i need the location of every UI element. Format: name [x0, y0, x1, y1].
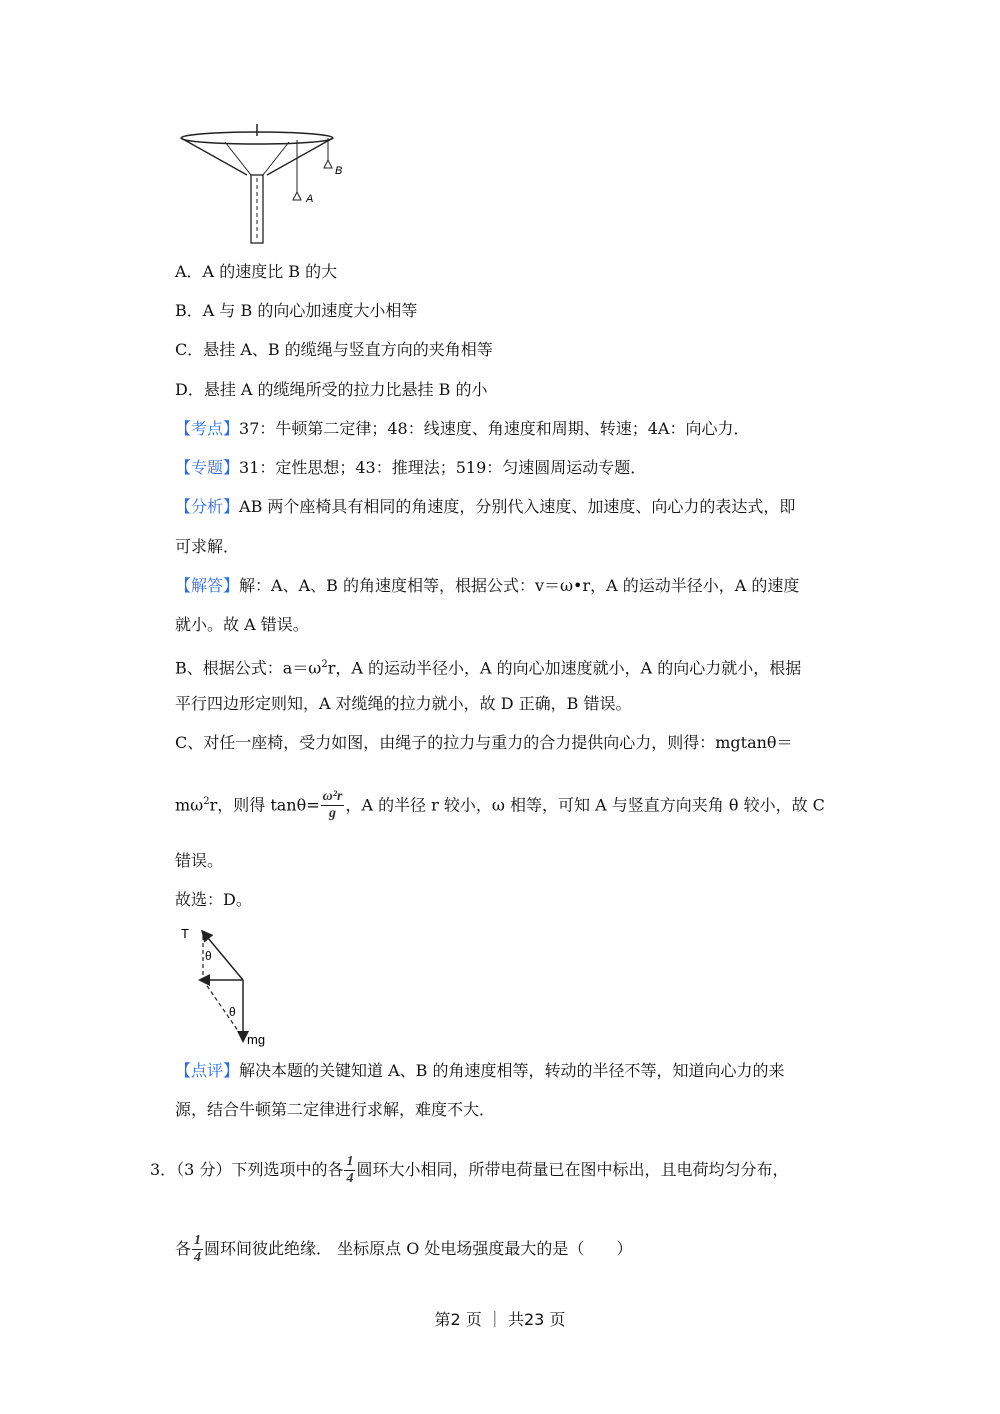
zhuanti-text: 31：定性思想；43：推理法；519：匀速圆周运动专题．	[239, 458, 647, 477]
theta-label-1: θ	[205, 949, 212, 963]
jieda-line-2: 就小。故 A 错误。	[175, 615, 309, 634]
fraction-numerator: 1	[346, 1154, 354, 1169]
jieda-line-1	[175, 576, 799, 596]
weight-label: mg	[247, 1032, 266, 1047]
dianping-text-1: 解决本题的关键知道 A、B 的角速度相等，转动的半径不等，知道向心力的来	[239, 1061, 785, 1080]
q3-text-1b: 圆环大小相同，所带电荷量已在图中标出，且电荷均匀分布，	[356, 1160, 789, 1179]
jieda-text-3a: B、根据公式：a＝ω	[175, 658, 322, 678]
question-3-line-1	[150, 1152, 788, 1188]
theta-label-2: θ	[229, 1005, 236, 1019]
jieda-text-1: 解：A、A、B 的角速度相等，根据公式：v＝ω•r，A 的运动半径小，A 的速度	[239, 576, 800, 595]
jieda-text-6b: r，则得 tanθ=	[209, 795, 320, 815]
jieda-line-3	[175, 655, 801, 678]
jieda-line-6	[175, 784, 825, 823]
dianping-line-2: 源，结合牛顿第二定律进行求解，难度不大．	[175, 1100, 496, 1119]
option-c: C．悬挂 A、B 的缆绳与竖直方向的夹角相等	[175, 340, 493, 359]
dianping-tag: 【点评】	[175, 1061, 240, 1080]
kaodian-line	[175, 419, 749, 439]
zhuanti-line	[175, 458, 646, 478]
label-a: A	[306, 193, 314, 205]
option-d: D．悬挂 A 的缆绳所受的拉力比悬挂 B 的小	[175, 380, 488, 399]
jieda-line-4: 平行四边形定则知，A 对缆绳的拉力就小，故 D 正确，B 错误。	[175, 694, 632, 713]
option-a: A．A 的速度比 B 的大	[175, 262, 338, 281]
dianping-line-1	[175, 1061, 785, 1081]
q3-text-2a: 各	[175, 1239, 192, 1258]
option-b: B．A 与 B 的向心加速度大小相等	[175, 301, 418, 320]
fraction-omega2r-over-g	[321, 789, 345, 822]
jieda-line-7: 错误。	[175, 851, 224, 870]
zhuanti-tag: 【专题】	[175, 458, 240, 477]
kaodian-text: 37：牛顿第二定律；48：线速度、角速度和周期、转速；4A：向心力．	[239, 419, 750, 438]
q3-text-1a: 3．（3 分）下列选项中的各	[150, 1160, 344, 1179]
q3-text-2b: 圆环间彼此绝缘． 坐标原点 O 处电场强度最大的是（ ）	[204, 1239, 633, 1258]
jieda-text-6c: ，A 的半径 r 较小，ω 相等，可知 A 与竖直方向夹角 θ 较小，故 C	[345, 795, 825, 815]
fraction-one-quarter	[344, 1154, 355, 1187]
tension-label: T	[181, 926, 189, 941]
jieda-text-3b: r，A 的运动半径小，A 的向心加速度就小，A 的向心力就小，根据	[327, 658, 802, 678]
jieda-line-5: C、对任一座椅，受力如图，由绳子的拉力与重力的合力提供向心力，则得：mgtanθ＝	[175, 733, 793, 752]
superscript-2: 2	[321, 659, 328, 670]
force-diagram	[175, 922, 285, 1050]
fenxi-tag: 【分析】	[175, 497, 240, 516]
jieda-tag: 【解答】	[175, 576, 240, 595]
fraction-denominator: 4	[346, 1171, 354, 1186]
kaodian-tag: 【考点】	[175, 419, 240, 438]
fenxi-text-1: AB 两个座椅具有相同的角速度，分别代入速度、加速度、向心力的表达式，即	[239, 497, 796, 516]
fenxi-line-2: 可求解．	[175, 537, 240, 556]
jieda-text-6a: mω	[175, 795, 204, 815]
fenxi-line-1	[175, 497, 795, 517]
fraction-numerator: 1	[194, 1233, 202, 1248]
page-footer: 第2 页 ｜ 共23 页	[434, 1310, 566, 1329]
label-b: B	[335, 165, 343, 177]
fraction-denominator: g	[329, 806, 337, 822]
question-3-line-2	[175, 1231, 632, 1267]
superscript-2b: 2	[203, 796, 210, 807]
rotating-swing-figure	[175, 120, 355, 250]
jieda-line-8: 故选：D。	[175, 890, 252, 909]
fraction-one-quarter-2	[192, 1233, 203, 1266]
fraction-denominator: 4	[194, 1250, 202, 1265]
fraction-numerator: ω²r	[322, 789, 343, 805]
